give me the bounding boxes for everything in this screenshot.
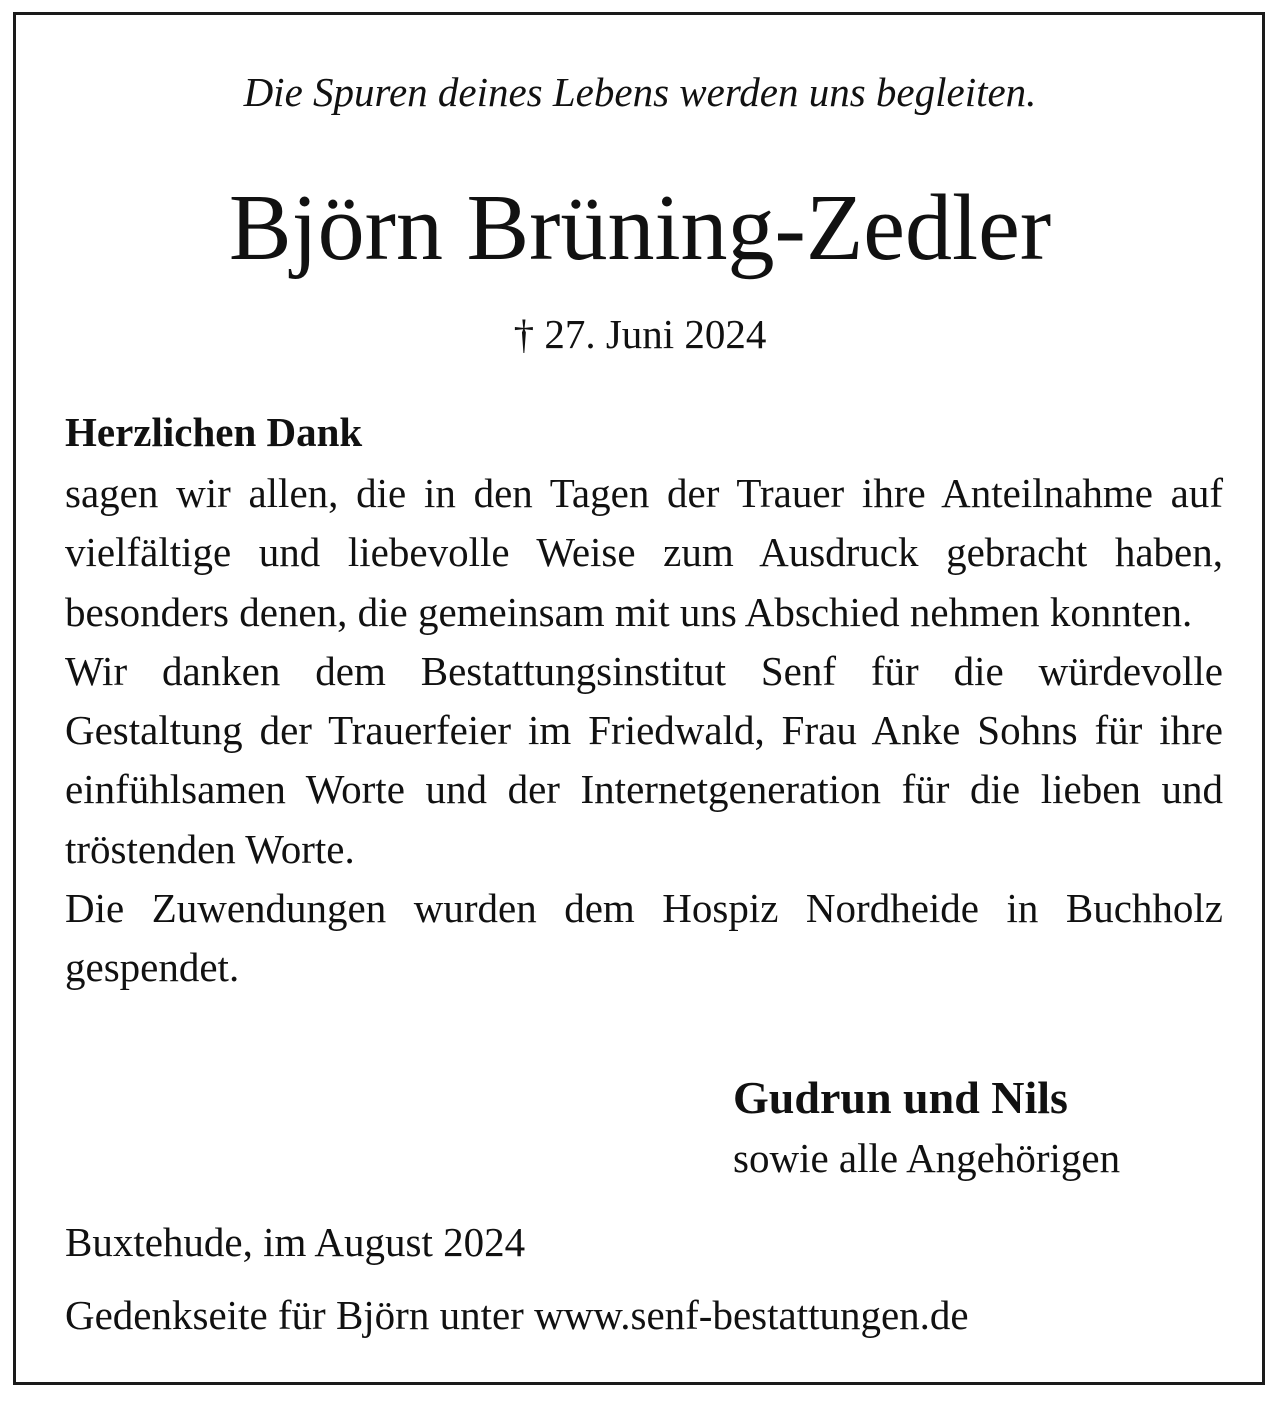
thanks-paragraph: Die Zuwendungen wurden dem Hospiz Nordheide in Buchholz gespendet.	[65, 885, 1223, 991]
signers: Gudrun und Nils	[733, 1072, 1068, 1123]
motto-line: Die Spuren deines Lebens werden uns begleiten.	[243, 69, 1037, 115]
relatives-line: sowie alle Angehörigen	[733, 1135, 1121, 1181]
deceased-name: Björn Brüning-Zedler	[228, 176, 1052, 280]
thanks-heading: Herzlichen Dank	[65, 409, 363, 455]
thanks-paragraph: sagen wir allen, die in den Tagen der Trauer ihre Anteilnahme auf vielfältige und liebevolle Weise zum Ausdruck gebracht haben, besonders denen, die gemeinsam mit uns Abschied nehmen konnten.	[65, 470, 1223, 635]
thanks-paragraph: Wir danken dem Bestattungsinstitut Senf für die würdevolle Gestaltung der Trauerfeier im Friedwald, Frau Anke Sohns für ihre einfühlsamen Worte und der Internetgeneration für die lieben und tröstenden Worte.	[65, 647, 1223, 872]
place-and-date: Buxtehude, im August 2024	[65, 1219, 526, 1265]
thanks-text	[65, 464, 1223, 998]
memorial-page-line: Gedenkseite für Björn unter www.senf-bestattungen.de	[65, 1292, 969, 1338]
death-date: † 27. Juni 2024	[513, 311, 767, 357]
